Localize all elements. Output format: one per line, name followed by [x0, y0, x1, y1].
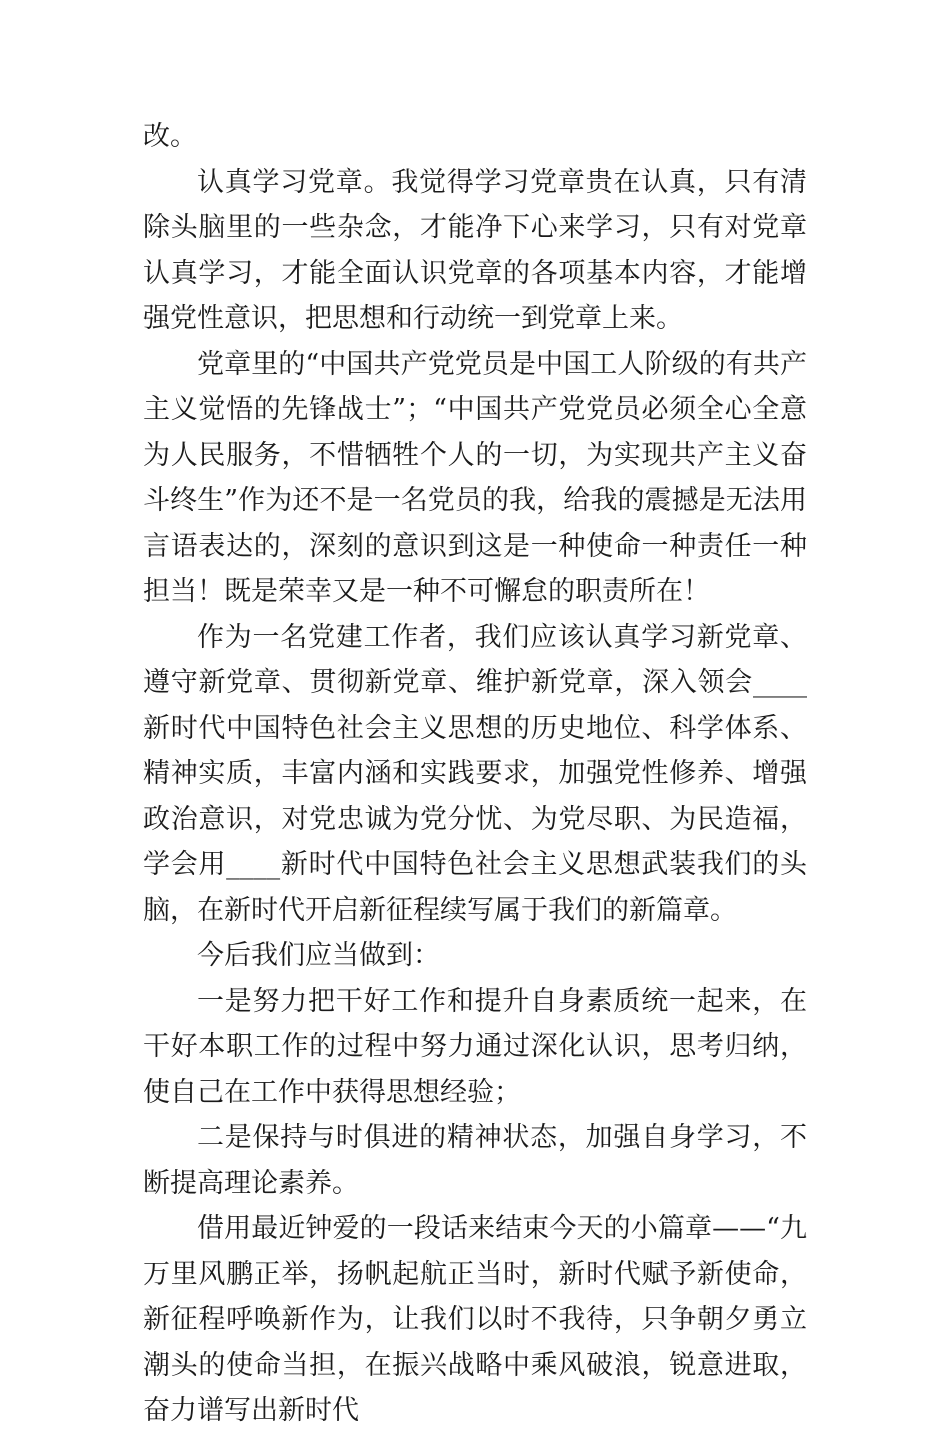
paragraph-study-charter: 认真学习党章。我觉得学习党章贵在认真，只有清除头脑里的一些杂念，才能净下心来学习，只有对党章认真学习，才能全面认识党章的各项基本内容，才能增强党性意识，把思想和行动统一到党章上来。 — [143, 166, 807, 334]
paragraph-point-one: 一是努力把干好工作和提升自身素质统一起来，在干好本职工作的过程中努力通过深化认识，思考归纳，使自己在工作中获得思想经验； — [143, 985, 807, 1108]
paragraph-closing: 借用最近钟爱的一段话来结束今天的小篇章——“九万里风鹏正举，扬帆起航正当时，新时代赋予新使命，新征程呼唤新作为，让我们以时不我待，只争朝夕勇立潮头的使命当担，在振兴战略中乘风破浪，锐意进取，奋力谱写出新时代 — [143, 1213, 807, 1426]
paragraph-party-worker: 作为一名党建工作者，我们应该认真学习新党章、遵守新党章、贯彻新党章、维护新党章，深入领会____新时代中国特色社会主义思想的历史地位、科学体系、精神实质，丰富内涵和实践要求，加强党性修养、增强政治意识，对党忠诚为党分忧、为党尽职、为民造福，学会用____新时代中国特色社会主义思想武装我们的头脑，在新时代开启新征程续写属于我们的新篇章。 — [143, 621, 807, 926]
paragraph-continuation: 改。 — [143, 121, 197, 152]
paragraph-future-intro: 今后我们应当做到： — [197, 940, 440, 971]
paragraph-charter-quote: 党章里的“中国共产党党员是中国工人阶级的有共产主义觉悟的先锋战士”；“中国共产党党员必须全心全意为人民服务，不惜牺牲个人的一切，为实现共产主义奋斗终生”作为还不是一名党员的我，给我的震撼是无法用言语表达的，深刻的意识到这是一种使命一种责任一种担当！既是荣幸又是一种不可懈怠的职责所在！ — [143, 348, 807, 607]
document-body — [143, 114, 807, 1434]
paragraph-point-two: 二是保持与时俱进的精神状态，加强自身学习，不断提高理论素养。 — [143, 1122, 807, 1199]
